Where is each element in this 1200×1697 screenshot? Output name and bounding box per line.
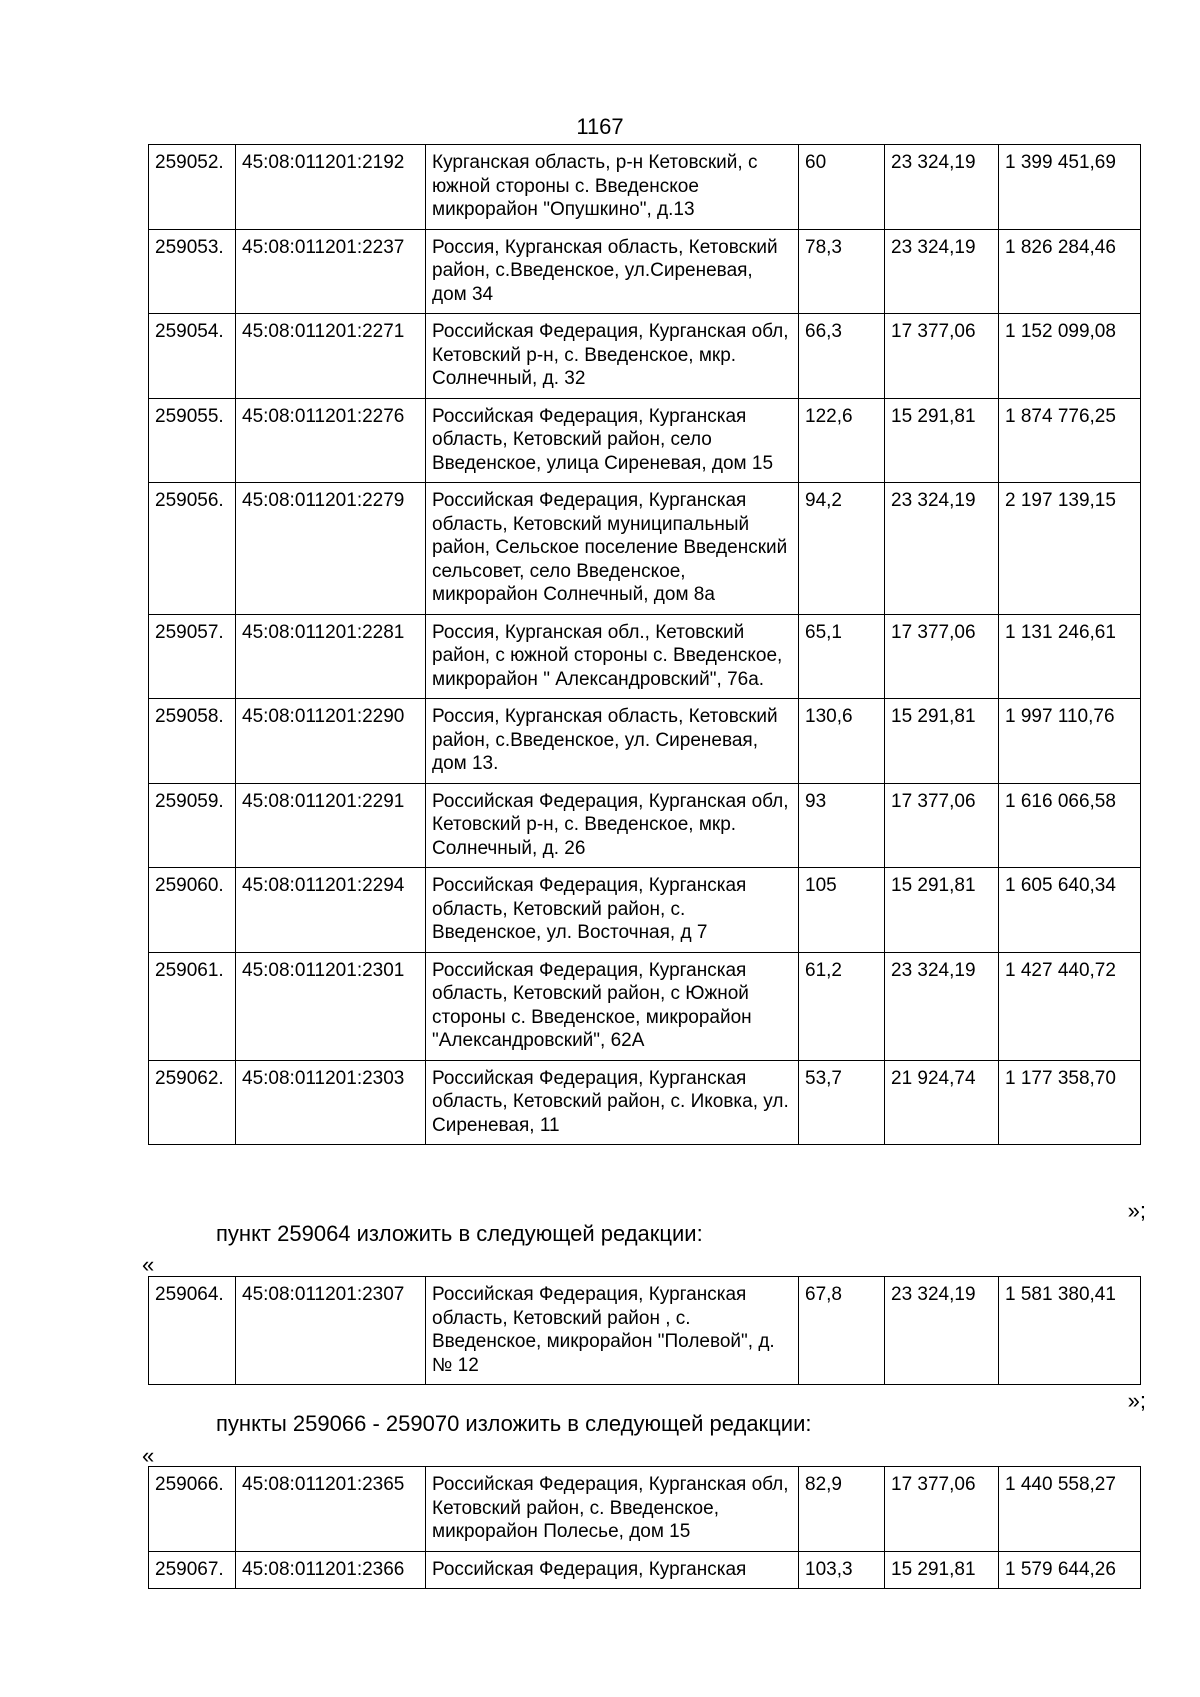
- table-row: [149, 1277, 1141, 1385]
- cadastral-value-cell: 1 440 558,27: [999, 1467, 1141, 1552]
- area-cell: 65,1: [799, 614, 885, 699]
- address-cell: Российская Федерация, Курганская область, Кетовский район , с. Введенское, микрорайон "Полевой", д. № 12: [426, 1277, 799, 1385]
- amendment-paragraph: пункт 259064 изложить в следующей редакции:: [216, 1221, 703, 1246]
- area-cell: 60: [799, 145, 885, 230]
- table-row: [149, 229, 1141, 314]
- open-quote: «: [142, 1443, 155, 1468]
- row-number-cell: 259053.: [149, 229, 236, 314]
- area-cell: 66,3: [799, 314, 885, 399]
- cadastral-number-cell: 45:08:011201:2303: [236, 1060, 426, 1145]
- cadastral-number-cell: 45:08:011201:2365: [236, 1467, 426, 1552]
- row-number-cell: 259066.: [149, 1467, 236, 1552]
- unit-price-cell: 23 324,19: [885, 1277, 999, 1385]
- amendment-paragraph: пункты 259066 - 259070 изложить в следующей редакции:: [216, 1411, 812, 1436]
- cadastral-number-cell: 45:08:011201:2366: [236, 1551, 426, 1589]
- unit-price-cell: 15 291,81: [885, 398, 999, 483]
- area-cell: 67,8: [799, 1277, 885, 1385]
- registry-table-1: [148, 144, 1141, 1145]
- area-cell: 130,6: [799, 699, 885, 784]
- area-cell: 93: [799, 783, 885, 868]
- cadastral-number-cell: 45:08:011201:2276: [236, 398, 426, 483]
- address-cell: Российская Федерация, Курганская обл, Кетовский р-н, с. Введенское, мкр. Солнечный, д. 32: [426, 314, 799, 399]
- cadastral-number-cell: 45:08:011201:2307: [236, 1277, 426, 1385]
- cadastral-value-cell: 1 826 284,46: [999, 229, 1141, 314]
- cadastral-number-cell: 45:08:011201:2271: [236, 314, 426, 399]
- area-cell: 94,2: [799, 483, 885, 615]
- unit-price-cell: 17 377,06: [885, 314, 999, 399]
- cadastral-number-cell: 45:08:011201:2291: [236, 783, 426, 868]
- row-number-cell: 259062.: [149, 1060, 236, 1145]
- area-cell: 122,6: [799, 398, 885, 483]
- table-row: [149, 1467, 1141, 1552]
- row-number-cell: 259055.: [149, 398, 236, 483]
- row-number-cell: 259057.: [149, 614, 236, 699]
- table-row: [149, 952, 1141, 1060]
- table-row: [149, 1551, 1141, 1589]
- row-number-cell: 259058.: [149, 699, 236, 784]
- table-row: [149, 868, 1141, 953]
- unit-price-cell: 17 377,06: [885, 614, 999, 699]
- cadastral-number-cell: 45:08:011201:2237: [236, 229, 426, 314]
- row-number-cell: 259064.: [149, 1277, 236, 1385]
- cadastral-value-cell: 1 427 440,72: [999, 952, 1141, 1060]
- unit-price-cell: 23 324,19: [885, 483, 999, 615]
- address-cell: Российская Федерация, Курганская область, Кетовский район, с. Иковка, ул. Сиреневая, 11: [426, 1060, 799, 1145]
- address-cell: Российская Федерация, Курганская обл, Кетовский р-н, с. Введенское, мкр. Солнечный, д. 26: [426, 783, 799, 868]
- area-cell: 105: [799, 868, 885, 953]
- area-cell: 78,3: [799, 229, 885, 314]
- cadastral-number-cell: 45:08:011201:2294: [236, 868, 426, 953]
- table-row: [149, 614, 1141, 699]
- address-cell: Российская Федерация, Курганская обл, Кетовский район, с. Введенское, микрорайон Полесье, дом 15: [426, 1467, 799, 1552]
- row-number-cell: 259061.: [149, 952, 236, 1060]
- close-quote: »;: [1127, 1388, 1146, 1413]
- unit-price-cell: 17 377,06: [885, 1467, 999, 1552]
- row-number-cell: 259060.: [149, 868, 236, 953]
- address-cell: Российская Федерация, Курганская область, Кетовский район, с. Введенское, ул. Восточная, д 7: [426, 868, 799, 953]
- unit-price-cell: 23 324,19: [885, 145, 999, 230]
- area-cell: 103,3: [799, 1551, 885, 1589]
- unit-price-cell: 15 291,81: [885, 699, 999, 784]
- row-number-cell: 259059.: [149, 783, 236, 868]
- cadastral-value-cell: 1 177 358,70: [999, 1060, 1141, 1145]
- row-number-cell: 259056.: [149, 483, 236, 615]
- page-number: 1167: [576, 114, 624, 139]
- unit-price-cell: 21 924,74: [885, 1060, 999, 1145]
- table-row: [149, 1060, 1141, 1145]
- cadastral-value-cell: 1 152 099,08: [999, 314, 1141, 399]
- cadastral-number-cell: 45:08:011201:2281: [236, 614, 426, 699]
- table-row: [149, 398, 1141, 483]
- row-number-cell: 259067.: [149, 1551, 236, 1589]
- cadastral-number-cell: 45:08:011201:2192: [236, 145, 426, 230]
- area-cell: 53,7: [799, 1060, 885, 1145]
- cadastral-value-cell: 1 616 066,58: [999, 783, 1141, 868]
- row-number-cell: 259054.: [149, 314, 236, 399]
- table-row: [149, 783, 1141, 868]
- address-cell: Российская Федерация, Курганская область, Кетовский муниципальный район, Сельское поселение Введенский сельсовет, село Введенское, микрорайон Солнечный, дом 8а: [426, 483, 799, 615]
- cadastral-number-cell: 45:08:011201:2301: [236, 952, 426, 1060]
- unit-price-cell: 15 291,81: [885, 1551, 999, 1589]
- table-row: [149, 145, 1141, 230]
- area-cell: 61,2: [799, 952, 885, 1060]
- table-row: [149, 483, 1141, 615]
- row-number-cell: 259052.: [149, 145, 236, 230]
- open-quote: «: [142, 1252, 155, 1277]
- address-cell: Россия, Курганская область, Кетовский район, с.Введенское, ул. Сиреневая, дом 13.: [426, 699, 799, 784]
- cadastral-number-cell: 45:08:011201:2290: [236, 699, 426, 784]
- address-cell: Курганская область, р-н Кетовский, с южной стороны с. Введенское микрорайон "Опушкино", д.13: [426, 145, 799, 230]
- cadastral-value-cell: 1 579 644,26: [999, 1551, 1141, 1589]
- cadastral-value-cell: 1 997 110,76: [999, 699, 1141, 784]
- cadastral-value-cell: 1 605 640,34: [999, 868, 1141, 953]
- cadastral-value-cell: 1 581 380,41: [999, 1277, 1141, 1385]
- address-cell: Россия, Курганская обл., Кетовский район, с южной стороны с. Введенское, микрорайон " Александровский", 76а.: [426, 614, 799, 699]
- registry-table-2: [148, 1276, 1141, 1385]
- unit-price-cell: 23 324,19: [885, 229, 999, 314]
- cadastral-value-cell: 1 399 451,69: [999, 145, 1141, 230]
- cadastral-value-cell: 1 874 776,25: [999, 398, 1141, 483]
- table-row: [149, 314, 1141, 399]
- area-cell: 82,9: [799, 1467, 885, 1552]
- cadastral-value-cell: 2 197 139,15: [999, 483, 1141, 615]
- unit-price-cell: 15 291,81: [885, 868, 999, 953]
- cadastral-value-cell: 1 131 246,61: [999, 614, 1141, 699]
- unit-price-cell: 17 377,06: [885, 783, 999, 868]
- cadastral-number-cell: 45:08:011201:2279: [236, 483, 426, 615]
- registry-table-3: [148, 1466, 1141, 1589]
- table-row: [149, 699, 1141, 784]
- address-cell: Российская Федерация, Курганская область, Кетовский район, село Введенское, улица Сиреневая, дом 15: [426, 398, 799, 483]
- address-cell: Россия, Курганская область, Кетовский район, с.Введенское, ул.Сиреневая, дом 34: [426, 229, 799, 314]
- unit-price-cell: 23 324,19: [885, 952, 999, 1060]
- address-cell: Российская Федерация, Курганская область, Кетовский район, с Южной стороны с. Введенское, микрорайон "Александровский", 62А: [426, 952, 799, 1060]
- close-quote: »;: [1127, 1198, 1146, 1223]
- address-cell: Российская Федерация, Курганская: [426, 1551, 799, 1589]
